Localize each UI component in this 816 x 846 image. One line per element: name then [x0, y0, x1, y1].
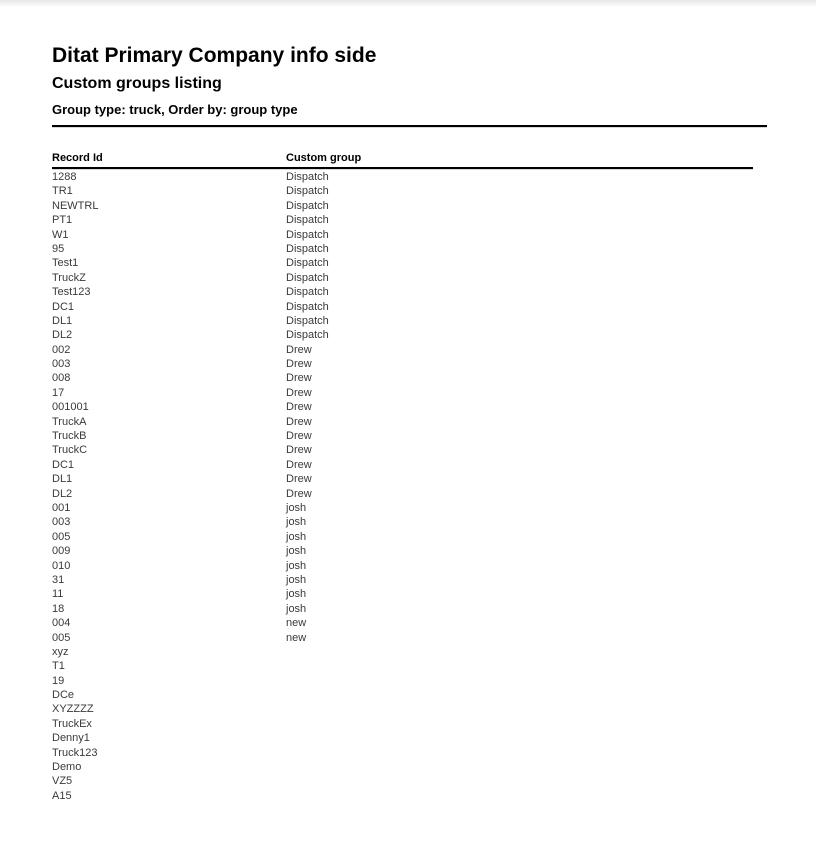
- table-row: [52, 256, 753, 270]
- custom-group-cell: Dispatch: [286, 271, 329, 284]
- custom-group-cell: josh: [286, 516, 307, 529]
- table-row: [52, 717, 753, 731]
- record-id-cell: NEWTRL: [52, 199, 99, 212]
- custom-group-cell: Drew: [286, 430, 312, 443]
- custom-group-cell: Drew: [286, 358, 312, 371]
- custom-group-cell: Drew: [286, 343, 312, 356]
- custom-group-cell: Drew: [286, 487, 312, 500]
- record-id-cell: 001001: [52, 401, 89, 414]
- table-row: [52, 789, 753, 803]
- record-id-cell: TR1: [52, 185, 73, 198]
- table-header-divider: [52, 167, 753, 169]
- record-id-cell: T1: [52, 660, 65, 673]
- report-filter-line: Group type: truck, Order by: group type: [52, 102, 298, 117]
- table-row: [52, 602, 753, 616]
- record-id-cell: 010: [52, 559, 71, 572]
- custom-groups-table: [52, 151, 753, 803]
- custom-group-cell: Dispatch: [286, 314, 329, 327]
- record-id-cell: VZ5: [52, 775, 73, 788]
- table-row: [52, 271, 753, 285]
- custom-group-cell: [286, 717, 753, 731]
- table-row: [52, 760, 753, 774]
- table-row: [52, 170, 753, 184]
- custom-group-cell: Drew: [286, 401, 312, 414]
- table-row: [52, 314, 753, 328]
- record-id-cell: 003: [52, 358, 71, 371]
- record-id-cell: Test1: [52, 257, 79, 270]
- custom-group-cell: Drew: [286, 372, 312, 385]
- record-id-cell: DL2: [52, 487, 73, 500]
- table-row: [52, 242, 753, 256]
- table-row: [52, 458, 753, 472]
- custom-group-cell: josh: [286, 501, 307, 514]
- table-row: [52, 544, 753, 558]
- table-row: [52, 184, 753, 198]
- header-divider: [52, 125, 767, 127]
- custom-group-cell: Dispatch: [286, 171, 329, 183]
- table-body: [52, 170, 753, 803]
- table-row: [52, 213, 753, 227]
- table-row: [52, 285, 753, 299]
- report-title: Ditat Primary Company info side: [52, 44, 377, 67]
- custom-group-cell: josh: [286, 602, 307, 615]
- table-row: [52, 674, 753, 688]
- record-id-cell: DCe: [52, 689, 75, 702]
- custom-group-cell: josh: [286, 545, 307, 558]
- table-row: [52, 371, 753, 385]
- custom-group-cell: [286, 746, 753, 760]
- record-id-cell: 004: [52, 617, 71, 630]
- record-id-cell: DC1: [52, 458, 75, 471]
- table-row: [52, 559, 753, 573]
- record-id-cell: Denny1: [52, 732, 90, 745]
- record-id-cell: 005: [52, 530, 71, 543]
- table-row: [52, 688, 753, 702]
- table-row: [52, 472, 753, 486]
- record-id-cell: TruckA: [52, 415, 87, 428]
- custom-group-cell: [286, 702, 753, 716]
- table-row: [52, 515, 753, 529]
- custom-group-cell: Dispatch: [286, 242, 329, 255]
- custom-group-cell: Drew: [286, 473, 312, 486]
- table-row: [52, 501, 753, 515]
- custom-group-cell: Dispatch: [286, 257, 329, 270]
- record-id-cell: 31: [52, 573, 65, 586]
- table-row: [52, 400, 753, 414]
- custom-group-cell: Dispatch: [286, 286, 329, 299]
- custom-group-cell: Dispatch: [286, 199, 329, 212]
- table-row: [52, 300, 753, 314]
- table-row: [52, 228, 753, 242]
- table-row: [52, 587, 753, 601]
- record-id-cell: DC1: [52, 300, 75, 313]
- custom-group-cell: josh: [286, 559, 307, 572]
- custom-group-cell: [286, 659, 753, 673]
- table-row: [52, 616, 753, 630]
- record-id-cell: TruckZ: [52, 271, 86, 284]
- custom-group-cell: josh: [286, 573, 307, 586]
- custom-group-cell: Drew: [286, 458, 312, 471]
- custom-group-cell: new: [286, 631, 307, 644]
- table-row: [52, 746, 753, 760]
- table-row: [52, 386, 753, 400]
- record-id-cell: PT1: [52, 214, 73, 227]
- custom-group-cell: [286, 760, 753, 774]
- table-row: [52, 328, 753, 342]
- table-row: [52, 357, 753, 371]
- custom-group-cell: [286, 688, 753, 702]
- table-row: [52, 487, 753, 501]
- report-content: [52, 44, 767, 803]
- record-id-cell: 002: [52, 343, 71, 356]
- record-id-cell: 001: [52, 501, 71, 514]
- custom-group-cell: Dispatch: [286, 228, 329, 241]
- custom-group-cell: [286, 731, 753, 745]
- column-header-record-id: Record Id: [52, 152, 103, 164]
- record-id-cell: 005: [52, 631, 71, 644]
- table-row: [52, 731, 753, 745]
- record-id-cell: 009: [52, 545, 71, 558]
- record-id-cell: xyz: [52, 645, 69, 658]
- table-row: [52, 443, 753, 457]
- custom-group-cell: [286, 674, 753, 688]
- record-id-cell: 18: [52, 602, 65, 615]
- custom-group-cell: Dispatch: [286, 185, 329, 198]
- table-row: [52, 530, 753, 544]
- report-subtitle: Custom groups listing: [52, 75, 222, 92]
- custom-group-cell: Dispatch: [286, 214, 329, 227]
- record-id-cell: DL1: [52, 314, 73, 327]
- table-row: [52, 199, 753, 213]
- custom-group-cell: new: [286, 617, 307, 630]
- record-id-cell: 17: [52, 386, 65, 399]
- custom-group-cell: [286, 645, 753, 659]
- custom-group-cell: [286, 789, 753, 803]
- table-row: [52, 343, 753, 357]
- custom-group-cell: [286, 774, 753, 788]
- record-id-cell: 008: [52, 372, 71, 385]
- record-id-cell: 11: [52, 588, 64, 601]
- table-row: [52, 573, 753, 587]
- record-id-cell: Truck123: [52, 746, 98, 759]
- record-id-cell: A15: [52, 789, 72, 802]
- record-id-cell: TruckB: [52, 430, 87, 443]
- custom-group-cell: josh: [286, 588, 307, 601]
- table-header-row: [52, 151, 753, 165]
- custom-group-cell: Dispatch: [286, 329, 329, 342]
- record-id-cell: TruckEx: [52, 717, 92, 730]
- custom-group-cell: Dispatch: [286, 300, 329, 313]
- custom-group-cell: Drew: [286, 386, 312, 399]
- record-id-cell: Demo: [52, 761, 82, 774]
- table-row: [52, 429, 753, 443]
- record-id-cell: XYZZZZ: [52, 703, 94, 716]
- table-row: [52, 702, 753, 716]
- record-id-cell: W1: [52, 228, 69, 241]
- table-row: [52, 659, 753, 673]
- record-id-cell: 1288: [52, 171, 77, 183]
- record-id-cell: Test123: [52, 286, 91, 299]
- custom-group-cell: Drew: [286, 415, 312, 428]
- custom-group-cell: Drew: [286, 444, 312, 457]
- custom-group-cell: josh: [286, 530, 307, 543]
- column-header-custom-group: Custom group: [286, 152, 362, 164]
- table-row: [52, 415, 753, 429]
- record-id-cell: DL2: [52, 329, 73, 342]
- record-id-cell: 95: [52, 242, 65, 255]
- table-row: [52, 774, 753, 788]
- table-row: [52, 631, 753, 645]
- record-id-cell: TruckC: [52, 444, 88, 457]
- table-row: [52, 645, 753, 659]
- record-id-cell: 003: [52, 516, 71, 529]
- record-id-cell: DL1: [52, 473, 73, 486]
- record-id-cell: 19: [52, 674, 65, 687]
